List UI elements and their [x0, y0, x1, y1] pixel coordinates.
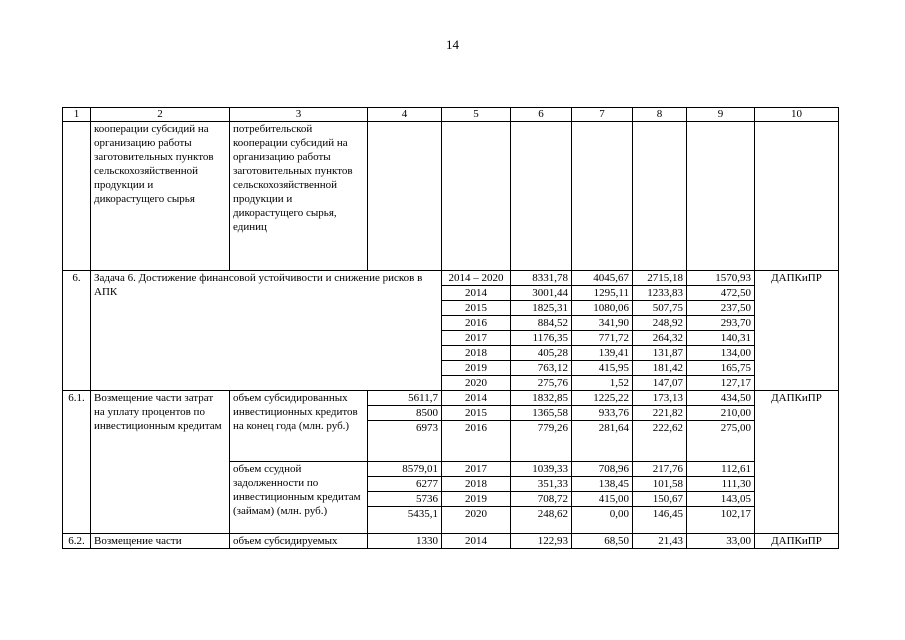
item61-value: 146,45: [633, 507, 687, 534]
header-cell: 10: [755, 108, 839, 122]
task6-value: 1080,06: [572, 301, 633, 316]
header-cell: 6: [511, 108, 572, 122]
item61-value: 1832,85: [511, 391, 572, 406]
task6-value: 1233,83: [633, 286, 687, 301]
item61-value: 138,45: [572, 477, 633, 492]
task6-value: 341,90: [572, 316, 633, 331]
item61-value: 415,00: [572, 492, 633, 507]
task6-value: 165,75: [687, 361, 755, 376]
task6-year: 2015: [442, 301, 511, 316]
task6-value: 264,32: [633, 331, 687, 346]
item61-value: 0,00: [572, 507, 633, 534]
item61-year: 2019: [442, 492, 511, 507]
item61-value: 210,00: [687, 406, 755, 421]
task6-year: 2017: [442, 331, 511, 346]
item62-indicator: объем субсидируемых: [230, 534, 368, 549]
item61-value: 275,00: [687, 421, 755, 462]
item62-target: 1330: [368, 534, 442, 549]
item62-value: 33,00: [687, 534, 755, 549]
task6-value: 237,50: [687, 301, 755, 316]
task6-value: 127,17: [687, 376, 755, 391]
header-row: [63, 108, 839, 122]
item61-target: 8579,01: [368, 462, 442, 477]
item62-number: 6.2.: [63, 534, 91, 549]
task6-value: 1295,11: [572, 286, 633, 301]
item61-value: 102,17: [687, 507, 755, 534]
task6-value: 248,92: [633, 316, 687, 331]
item61-value: 173,13: [633, 391, 687, 406]
task6-value: 1570,93: [687, 271, 755, 286]
task6-value: 1,52: [572, 376, 633, 391]
item61-target: 6973: [368, 421, 442, 462]
item61-target: 5736: [368, 492, 442, 507]
item62-year: 2014: [442, 534, 511, 549]
task6-value: 147,07: [633, 376, 687, 391]
task6-value: 140,31: [687, 331, 755, 346]
item61-value: 150,67: [633, 492, 687, 507]
task6-value: 8331,78: [511, 271, 572, 286]
task6-value: 4045,67: [572, 271, 633, 286]
item61-value: 222,62: [633, 421, 687, 462]
header-cell: 3: [230, 108, 368, 122]
continuation-row: [63, 122, 839, 271]
task6-value: 134,00: [687, 346, 755, 361]
item61-year: 2014: [442, 391, 511, 406]
item62-executor: ДАПКиПР: [755, 534, 839, 549]
item61-name: Возмещение части затрат на уплату процентов по инвестиционным кредитам: [91, 391, 230, 534]
task6-value: 1825,31: [511, 301, 572, 316]
item61-target: 6277: [368, 477, 442, 492]
task6-number: 6.: [63, 271, 91, 391]
item61-year: 2020: [442, 507, 511, 534]
task6-year: 2014 – 2020: [442, 271, 511, 286]
task6-year: 2020: [442, 376, 511, 391]
item61-value: 708,72: [511, 492, 572, 507]
task6-value: 405,28: [511, 346, 572, 361]
item61-value: 221,82: [633, 406, 687, 421]
task6-value: 131,87: [633, 346, 687, 361]
item61-value: 281,64: [572, 421, 633, 462]
item61-year: 2015: [442, 406, 511, 421]
task6-value: 139,41: [572, 346, 633, 361]
task6-value: 3001,44: [511, 286, 572, 301]
task6-year: 2018: [442, 346, 511, 361]
task6-row: [63, 271, 839, 286]
task6-value: 884,52: [511, 316, 572, 331]
task6-value: 415,95: [572, 361, 633, 376]
item61-executor: ДАПКиПР: [755, 391, 839, 534]
program-table: [62, 107, 839, 549]
page-number: 14: [446, 37, 459, 52]
item62-row: [63, 534, 839, 549]
item61-target: 8500: [368, 406, 442, 421]
task6-value: 507,75: [633, 301, 687, 316]
item61-value: 351,33: [511, 477, 572, 492]
item61-number: 6.1.: [63, 391, 91, 534]
item61-value: 248,62: [511, 507, 572, 534]
header-cell: 4: [368, 108, 442, 122]
item61-target: 5435,1: [368, 507, 442, 534]
item61-value: 143,05: [687, 492, 755, 507]
header-cell: 9: [687, 108, 755, 122]
header-cell: 1: [63, 108, 91, 122]
item61-value: 112,61: [687, 462, 755, 477]
task6-value: 181,42: [633, 361, 687, 376]
item62-value: 122,93: [511, 534, 572, 549]
header-cell: 7: [572, 108, 633, 122]
item61-target: 5611,7: [368, 391, 442, 406]
item62-value: 68,50: [572, 534, 633, 549]
header-cell: 2: [91, 108, 230, 122]
task6-executor: ДАПКиПР: [755, 271, 839, 391]
item61-value: 101,58: [633, 477, 687, 492]
task6-value: 293,70: [687, 316, 755, 331]
item61-value: 1365,58: [511, 406, 572, 421]
item61-indicator-debt: объем ссудной задолженности по инвестиционным кредитам (займам) (млн. руб.): [230, 462, 368, 534]
task6-value: 771,72: [572, 331, 633, 346]
task6-value: 275,76: [511, 376, 572, 391]
item61-year: 2017: [442, 462, 511, 477]
task6-value: 472,50: [687, 286, 755, 301]
item62-value: 21,43: [633, 534, 687, 549]
item61-year: 2016: [442, 421, 511, 462]
task6-value: 1176,35: [511, 331, 572, 346]
task6-year: 2019: [442, 361, 511, 376]
continuation-col3: потребительской кооперации субсидий на организацию работы заготовительных пунктов сельскохозяйственной продукции и дикорастущего сырья, единиц: [230, 122, 368, 271]
item61-value: 217,76: [633, 462, 687, 477]
item61-row: [63, 391, 839, 406]
item61-value: 708,96: [572, 462, 633, 477]
task6-value: 2715,18: [633, 271, 687, 286]
header-cell: 8: [633, 108, 687, 122]
task6-year: 2016: [442, 316, 511, 331]
task6-title: Задача 6. Достижение финансовой устойчивости и снижение рисков в АПК: [91, 271, 442, 391]
item61-value: 111,30: [687, 477, 755, 492]
header-cell: 5: [442, 108, 511, 122]
item61-value: 1039,33: [511, 462, 572, 477]
item61-value: 933,76: [572, 406, 633, 421]
item61-indicator-credits: объем субсидированных инвестиционных кредитов на конец года (млн. руб.): [230, 391, 368, 462]
item61-value: 1225,22: [572, 391, 633, 406]
item61-value: 779,26: [511, 421, 572, 462]
task6-value: 763,12: [511, 361, 572, 376]
continuation-col2: кооперации субсидий на организацию работы заготовительных пунктов сельскохозяйственной продукции и дикорастущего сырья: [91, 122, 230, 271]
item62-name: Возмещение части: [91, 534, 230, 549]
task6-year: 2014: [442, 286, 511, 301]
item61-year: 2018: [442, 477, 511, 492]
item61-value: 434,50: [687, 391, 755, 406]
